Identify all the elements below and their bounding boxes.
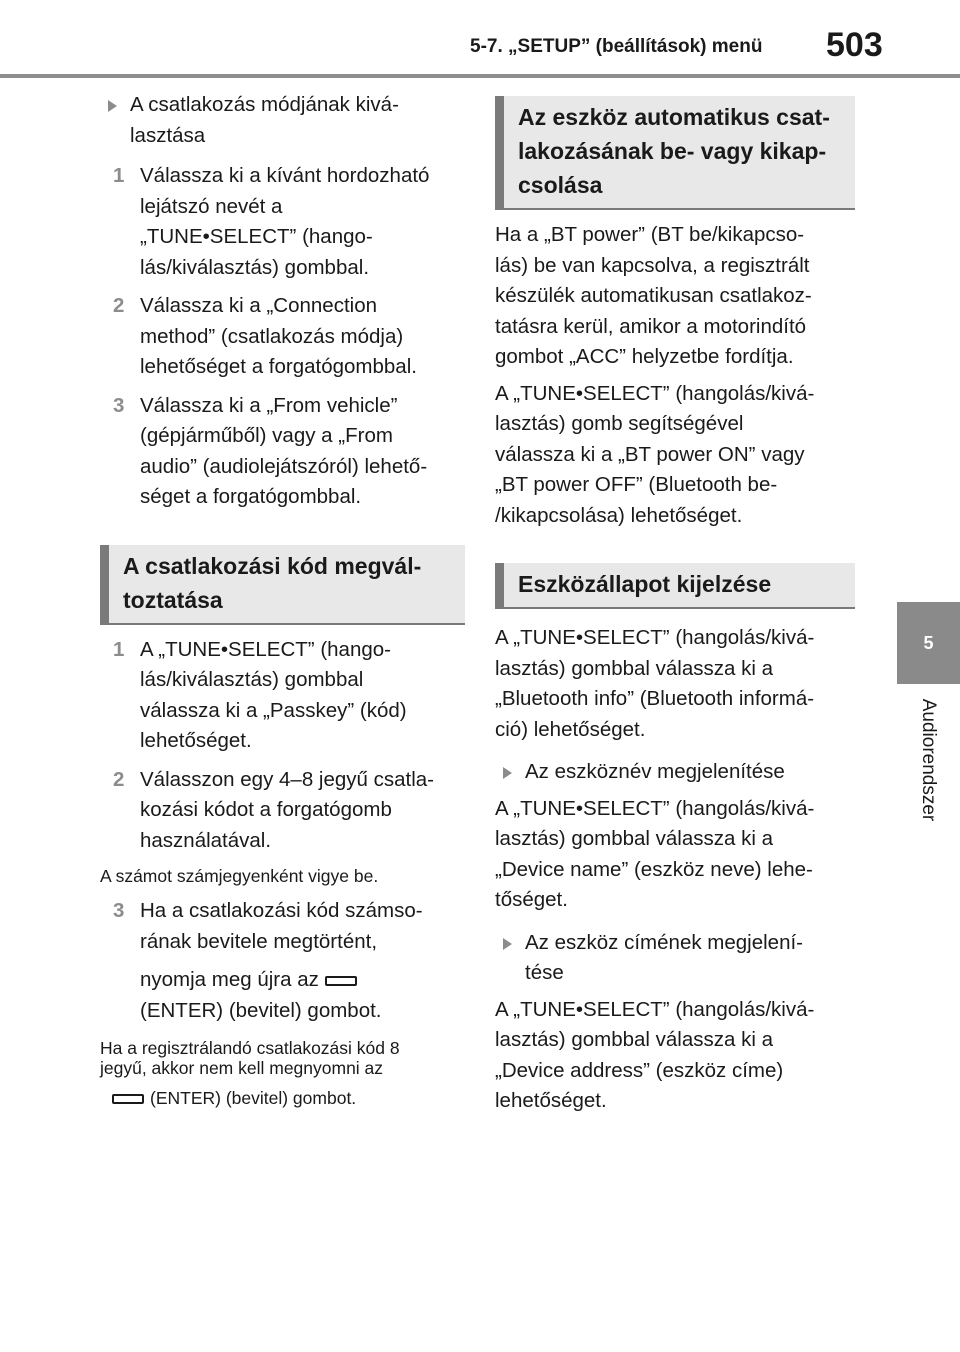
right-column: [495, 80, 855, 1117]
note-line: [100, 1088, 465, 1108]
section-heading-device-status: Eszközállapot kijelzése: [495, 563, 855, 609]
step-item: [100, 391, 465, 513]
bullet-text: A csatlakozás módjának kivá- lasztása: [130, 93, 399, 147]
triangle-bullet-icon: [503, 938, 512, 950]
step-number: 2: [113, 767, 125, 791]
page-number: 503: [826, 26, 883, 64]
body-paragraph: A „TUNE•SELECT” (hangolás/kivá- lasztás) gombbal válassza ki a „Device name” (eszköz neve) lehe- tőséget.: [495, 796, 815, 911]
step-number: 1: [113, 164, 125, 187]
body-paragraph: A „TUNE•SELECT” (hangolás/kivá- lasztás) gomb segítségével válassza ki a „BT power ON” vagy „BT power OFF” (Bluetooth be- /kikapcsolása) lehetőséget.: [495, 381, 815, 527]
body-paragraph: A „TUNE•SELECT” (hangolás/kivá- lasztás) gombbal válassza ki a „Bluetooth info” (Bluetooth informá- ció) lehetőséget.: [495, 626, 815, 741]
step-text: (ENTER) (bevitel) gombot.: [140, 998, 382, 1022]
chapter-tab-label: Audiorendszer: [918, 698, 939, 822]
step-item: [100, 765, 465, 857]
note-text: (ENTER) (bevitel) gombot.: [150, 1088, 357, 1108]
section-heading-passkey: A csatlakozási kód megvál- toztatása: [100, 545, 465, 625]
body-paragraph: Ha a „BT power” (BT be/kikapcso- lás) be van kapcsolva, a regisztrált készülék automatikusan csatlakoz- tatásra kerül, amikor a motorindító gombot „ACC” helyzetbe fordítja.: [495, 223, 812, 368]
step-item: [100, 896, 465, 1026]
step-item: [100, 161, 465, 283]
step-text: nyomja meg újra az: [140, 968, 319, 991]
step-text: A „TUNE•SELECT” (hango- lás/kiválasztás) gombbal válassza ki a „Passkey” (kód) lehetőséget.: [140, 637, 407, 752]
enter-button-icon: [112, 1094, 144, 1104]
triangle-bullet-icon: [503, 767, 512, 779]
chapter-tab-number: 5: [897, 602, 960, 684]
note-text: Ha a regisztrálandó csatlakozási kód 8 jegyű, akkor nem kell megnyomni az: [100, 1038, 400, 1078]
running-header-title: 5-7. „SETUP” (beállítások) menü: [470, 36, 763, 57]
bullet-connection-method: [100, 90, 465, 151]
section-heading-auto-connect: Az eszköz automatikus csat- lakozásának be- vagy kikap- csolása: [495, 96, 855, 210]
bullet-text: Az eszköz címének megjelení- tése: [525, 930, 804, 984]
header-rule: [0, 74, 960, 78]
step-number: 3: [113, 393, 125, 417]
left-column: [100, 80, 465, 1108]
body-paragraph: A „TUNE•SELECT” (hangolás/kivá- lasztás) gombbal válassza ki a „Device address” (eszköz címe) lehetőséget.: [495, 997, 815, 1112]
note-text: A számot számjegyenként vigye be.: [100, 866, 379, 886]
step-text: Válassza ki a „Connection method” (csatlakozás módja) lehetőséget a forgatógombbal.: [140, 294, 417, 378]
step-number: 2: [113, 294, 125, 317]
step-text: Ha a csatlakozási kód számso- rának bevitele megtörtént,: [140, 899, 423, 953]
bullet-device-name: [495, 757, 855, 788]
bullet-text: Az eszköznév megjelenítése: [525, 760, 785, 783]
step-text-line: [140, 965, 465, 996]
step-text: Válassza ki a kívánt hordozható lejátszó nevét a „TUNE•SELECT” (hango- lás/kiválasztás) gombbal.: [140, 164, 430, 279]
step-text: Válasszon egy 4–8 jegyű csatla- kozási kódot a forgatógomb használatával.: [140, 767, 435, 852]
step-item: [100, 291, 465, 383]
enter-button-icon: [325, 976, 357, 986]
bullet-device-address: [495, 928, 855, 989]
step-item: [100, 635, 465, 757]
step-number: 1: [113, 637, 125, 661]
triangle-bullet-icon: [108, 100, 117, 112]
step-text: Válassza ki a „From vehicle” (gépjárműből) vagy a „From audio” (audiolejátszóról) lehető- séget a forgatógombbal.: [140, 393, 428, 508]
step-number: 3: [113, 899, 125, 922]
